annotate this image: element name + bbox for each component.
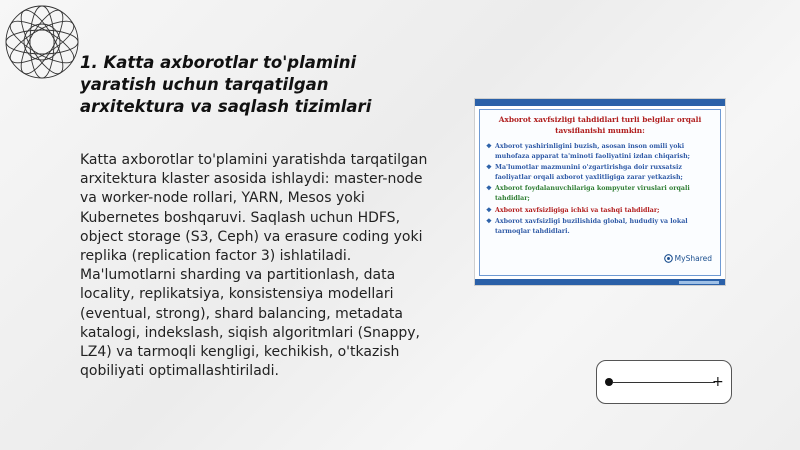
slide-list-item (486, 206, 714, 216)
slide-list-item-text: Axborot xavfsizligi buzilishida global, hududiy va lokal tarmoqlar tahdidlari. (495, 218, 688, 235)
slide-top-band (475, 99, 725, 106)
slide-bottom-accent (679, 281, 719, 284)
logo-icon (2, 2, 82, 82)
slide-list-item-text: Ma'lumotlar mazmunini o'zgartirishga doir ruxsatsiz faoliyatlar orqali axborot yaxlitligiga zarar yetkazish; (495, 164, 683, 181)
slide-list-item (486, 163, 714, 182)
slide-list-item (486, 217, 714, 236)
timeline-start-dot[interactable] (605, 378, 613, 386)
slide-list (480, 142, 720, 236)
slide-heading: Axborot xavfsizligi tahdidlari turli belgilar orqali tavsiflanishi mumkin: (498, 115, 702, 135)
section-title: 1. Katta axborotlar to'plamini yaratish uchun tarqatilgan arxitektura va saqlash tizimlari (80, 53, 372, 116)
diamond-bullet-icon: ❖ (486, 205, 492, 214)
plus-icon[interactable]: + (712, 374, 724, 390)
diamond-bullet-icon: ❖ (486, 142, 492, 150)
slide-list-item-text: Axborot xavfsizligiga ichki va tashqi tahdidlar; (495, 206, 660, 214)
diamond-bullet-icon: ❖ (486, 217, 492, 226)
myshared-logo-icon (664, 254, 673, 263)
diamond-bullet-icon: ❖ (486, 184, 492, 193)
slide-content-frame (479, 109, 721, 276)
slide-list-item (486, 184, 714, 203)
slide-list-item (486, 142, 714, 161)
slide-list-item-text: Axborot foydalanuvchilariga kompyuter viruslari orqali tahdidlar; (495, 185, 690, 202)
slide-watermark (664, 254, 712, 263)
body-paragraph: Katta axborotlar to'plamini yaratishda tarqatilgan arxitektura klaster asosida ishlaydi: master-node va worker-node rollari, YARN, Mesos yoki Kubernetes boshqaruvi. Saqlash uchun HDFS, object storage (S3, Ceph) va erasure coding yoki replika (replication factor 3) ishlatiladi. Ma'lumotlarni sharding va partitionlash, data locality, replikatsiya, konsistensiya modellari (eventual, strong), shard balancing, metadata katalogi, indekslash, siqish algoritmlari (Snappy, LZ4) va tarmoqli kengligi, kechikish, o'tkazish qobiliyati optimallashtiriladi. (80, 152, 428, 380)
embedded-slide-image (474, 98, 726, 286)
timeline-track[interactable] (613, 382, 715, 383)
slide-list-item-text: Axborot yashirinligini buzish, asosan inson omili yoki muhofaza apparat ta'minoti faoliyatini izdan chiqarish; (495, 143, 691, 160)
diamond-bullet-icon: ❖ (486, 163, 492, 172)
timeline-widget[interactable] (596, 360, 732, 404)
watermark-text: MyShared (674, 254, 712, 263)
